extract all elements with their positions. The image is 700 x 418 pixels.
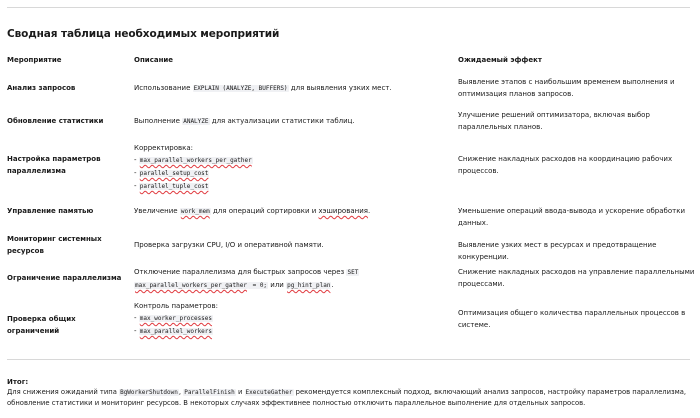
code-snippet: EXPLAIN (ANALYZE, BUFFERS) [193,85,288,92]
row-effect: Уменьшение операций ввода-вывода и ускорение обработки данных. [458,207,685,227]
code-snippet: ExecuteGather [245,389,293,396]
row-description [134,82,444,95]
code-snippet: BgWorkerShutdown [120,389,178,396]
row-effect: Улучшение решений оптимизатора, включая выбор параллельных планов. [458,111,650,131]
code-snippet: parallel_tuple_cost [139,183,209,190]
row-effect: Снижение накладных расходов на координацию рабочих процессов. [458,155,673,175]
list-item [134,167,444,180]
bullet: - [134,327,139,335]
summary-text-part: Для снижения ожиданий типа [7,388,120,396]
code-snippet: ParallelFinish [184,389,235,396]
header-effect: Ожидаемый эффект [458,56,542,64]
row-effect: Оптимизация общего количества параллельных процессов в системе. [458,309,686,329]
desc-text: Увеличение [134,207,180,215]
row-measure: Обновление статистики [7,117,104,125]
code-snippet: = 0; [248,282,268,289]
code-snippet: max_worker_processes [139,315,213,322]
header-description: Описание [134,56,174,64]
bullet: - [134,314,139,322]
code-snippet: max_parallel_workers_per_gather [139,157,252,164]
desc-text: для актуализации статистики таблиц. [209,117,355,125]
list-item [134,154,444,167]
row-effect: Выявление узких мест в ресурсах и предотвращение конкуренции. [458,241,657,261]
row-measure: Настройка параметров параллелизма [7,155,101,175]
list-item [134,312,444,325]
row-measure: Анализ запросов [7,84,76,92]
desc-text: для выявления узких мест. [288,84,392,92]
row-description [134,205,444,218]
code-snippet: pg_hint_plan [287,282,331,289]
code-snippet: parallel_setup_cost [139,170,209,177]
code-snippet: max_parallel_workers [139,328,213,335]
row-measure: Проверка общих ограничений [7,315,76,335]
summary-text-part: и [235,388,245,396]
code-snippet: SET [347,269,359,276]
desc-text: . [331,281,334,289]
row-measure: Управление памятью [7,207,94,215]
row-effect: Выявление этапов с наибольшим временем выполнения и оптимизация планов запросов. [458,78,675,98]
desc-text: для операций сортировки и [210,207,319,215]
list-item [134,325,444,338]
desc-text: хэширования [318,207,368,215]
list-item [134,180,444,193]
desc-intro: Контроль параметров: [134,302,218,310]
summary-title: Итог: [7,378,29,386]
bullet: - [134,182,139,190]
row-description [134,115,444,128]
desc-intro: Корректировка: [134,144,194,152]
page-title: Сводная таблица необходимых мероприятий [7,28,280,40]
row-description [134,266,444,292]
summary-text-part: рекомендуется комплексный подход, включающий анализ запросов, настройку параметров параллелизма, обновление статистики и мониторинг ресурсов. В некоторых случаях эффективнее полностью отключить параллельное выполнение для отдельных запросов. [7,388,687,407]
row-description [134,142,444,193]
top-divider [7,7,690,8]
header-measure: Мероприятие [7,56,62,64]
row-measure: Ограничение параллелизма [7,274,122,282]
desc-text: Выполнение [134,117,183,125]
summary-text [7,387,697,408]
row-measure: Мониторинг системных ресурсов [7,235,102,255]
bullet: - [134,156,139,164]
bullet: - [134,169,139,177]
desc-text: Отключение параллелизма для быстрых запросов через [134,268,347,276]
row-description [134,300,444,338]
summary-text-part: , [178,388,184,396]
code-snippet: work_mem [180,208,210,215]
desc-text: . [367,207,371,215]
row-description: Проверка загрузки CPU, I/O и оперативной памяти. [134,241,324,249]
row-effect: Снижение накладных расходов на управление параллельными процессами. [458,268,695,288]
desc-text: или [268,281,287,289]
code-snippet: max_parallel_workers_per_gather [135,282,247,289]
code-snippet: ANALYZE [183,118,209,125]
bottom-divider [7,359,690,360]
desc-text: Использование [134,84,193,92]
